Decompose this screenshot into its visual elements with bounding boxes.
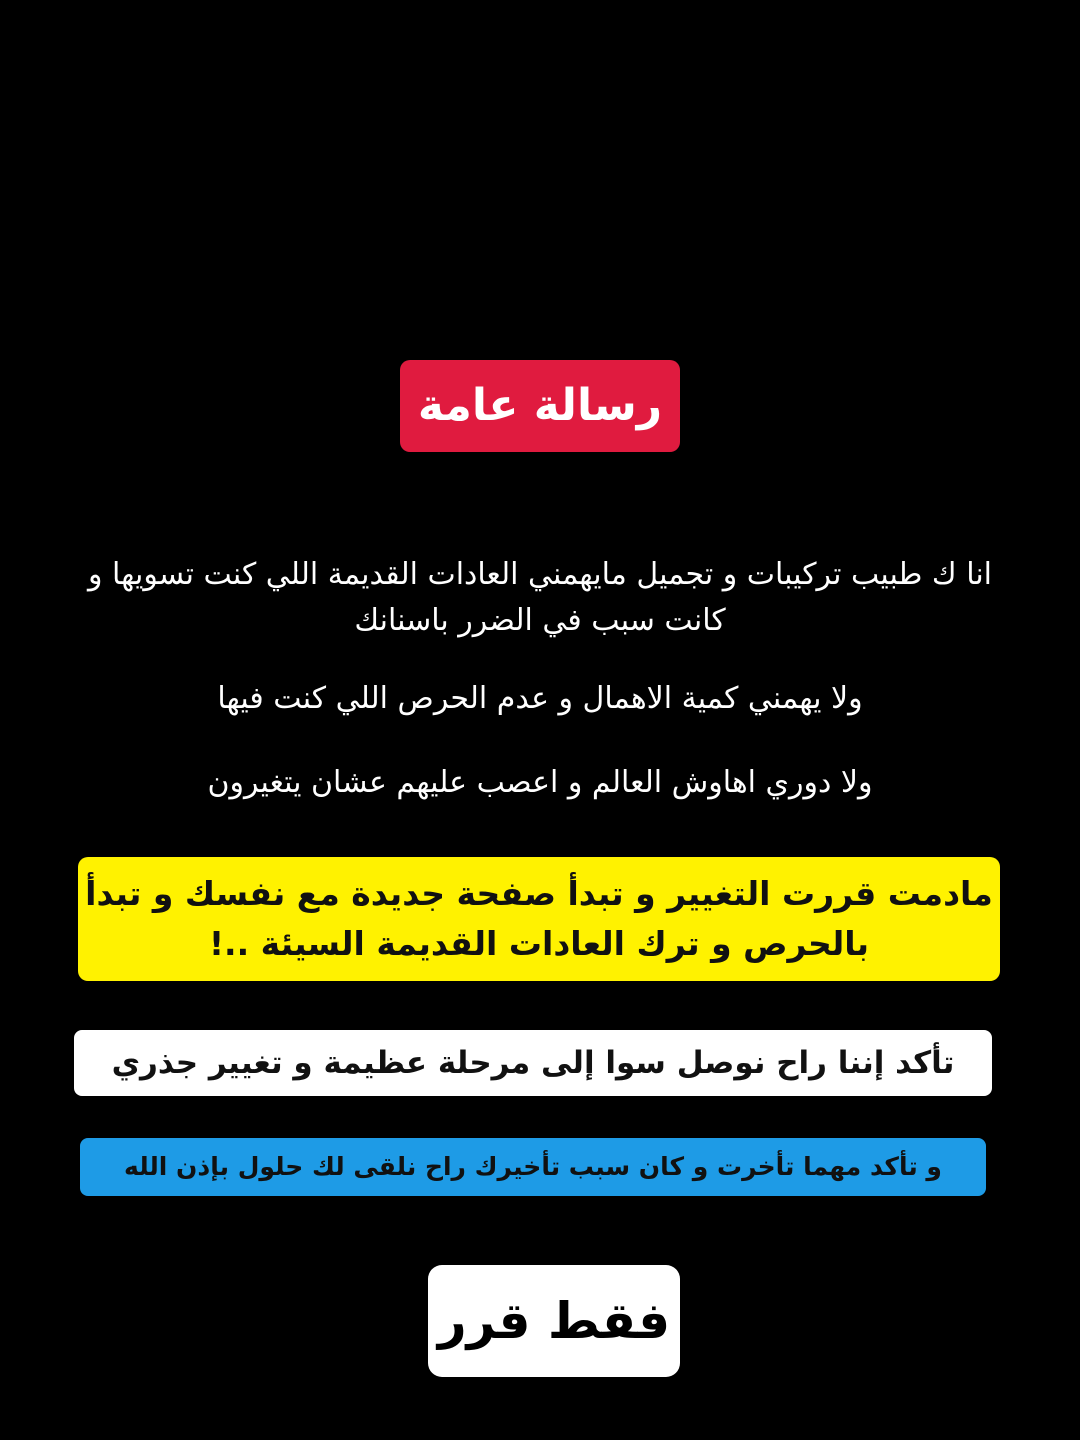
highlight-blue-solutions: و تأكد مهما تأخرت و كان سبب تأخيرك راح نلقى لك حلول بإذن الله <box>80 1138 986 1196</box>
title-badge: رسالة عامة <box>400 360 680 452</box>
closing-badge: فقط قرر <box>428 1265 680 1377</box>
highlight-white-assurance: تأكد إننا راح نوصل سوا إلى مرحلة عظيمة و تغيير جذري <box>74 1030 992 1096</box>
paragraph-doctor-intro: انا ك طبيب تركيبات و تجميل مايهمني العادات القديمة اللي كنت تسويها و كانت سبب في الضرر باسنانك <box>87 557 993 638</box>
paragraph-no-scolding: ولا دوري اهاوش العالم و اعصب عليهم عشان يتغيرون <box>207 765 873 800</box>
paragraph-negligence: ولا يهمني كمية الاهمال و عدم الحرص اللي كنت فيها <box>217 681 863 716</box>
highlight-yellow-decision: مادمت قررت التغيير و تبدأ صفحة جديدة مع نفسك و تبدأ بالحرص و ترك العادات القديمة السيئة ..! <box>78 857 1000 981</box>
